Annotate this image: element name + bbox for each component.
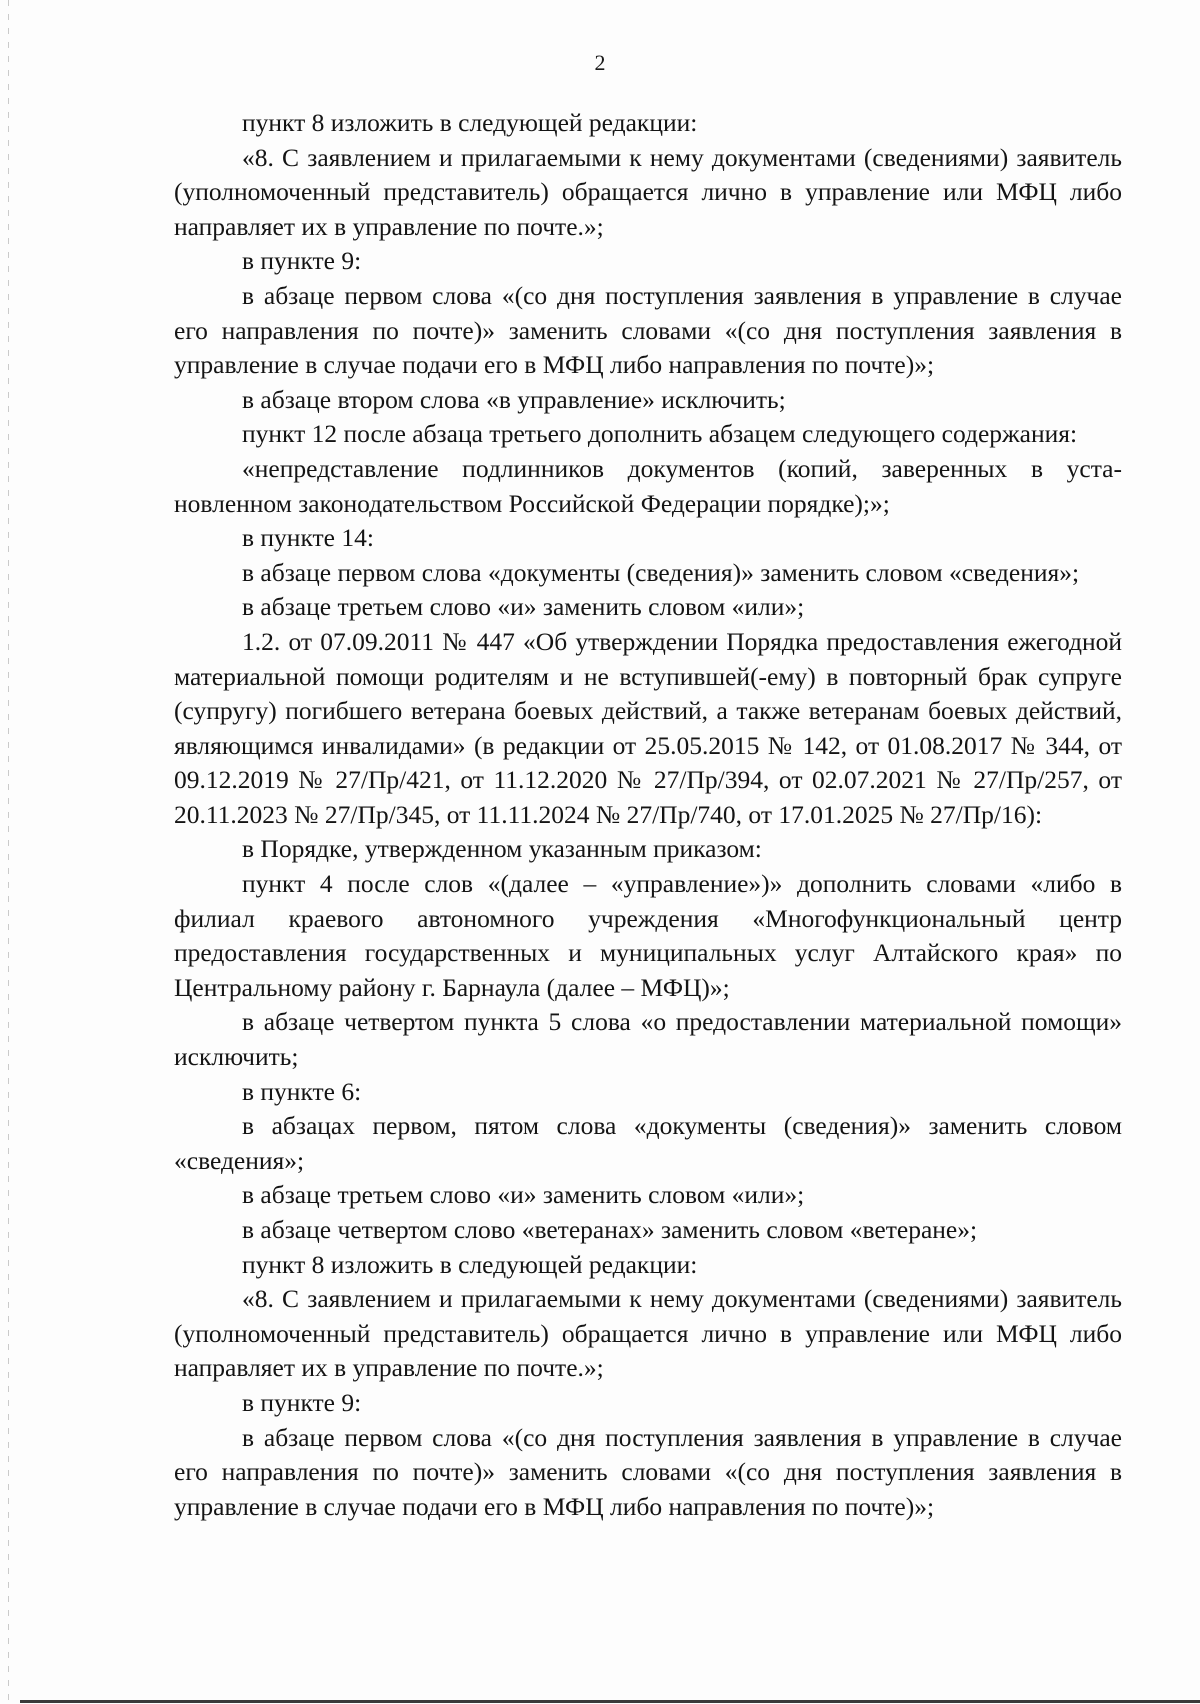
paragraph: в пункте 9: bbox=[242, 246, 362, 276]
document-body bbox=[174, 106, 1122, 1524]
paragraph: «8. С заявлением и прилагаемыми к нему документами (сведениями) заявитель (уполномоченный представитель) обращается лично в управление или МФЦ либо направляет их в управление по почте.»; bbox=[174, 142, 1122, 241]
paragraph: пункт 8 изложить в следующей редакции: bbox=[242, 1249, 698, 1279]
paragraph: в абзаце первом слова «документы (сведения)» заменить словом «сведения»; bbox=[242, 557, 1080, 587]
paragraph: в абзаце третьем слово «и» заменить словом «или»; bbox=[242, 1180, 805, 1210]
paragraph: в пункте 6: bbox=[242, 1076, 362, 1106]
paragraph: пункт 12 после абзаца третьего дополнить абзацем следующего содержания: bbox=[242, 419, 1078, 449]
paragraph: в абзаце первом слова «(со дня поступления заявления в управление в случае его направления по почте)» заменить словами «(со дня поступления заявления в управление в случае подачи его в МФЦ либо направления по почте)»; bbox=[174, 280, 1122, 380]
scan-edge-left bbox=[8, 0, 9, 1704]
paragraph: в абзацах первом, пятом слова «документы (сведения)» заменить словом «сведения»; bbox=[174, 1111, 1122, 1175]
paragraph: в пункте 14: bbox=[242, 523, 374, 553]
page-number: 2 bbox=[594, 50, 606, 75]
paragraph: пункт 4 после слов «(далее – «управление»)» дополнить словами «либо в филиал краевого автономного учреждения «Многофункциональный центр предоставления государственных и муниципальных услуг Алтайского края» по Центральному району г. Барнаула (далее – МФЦ)»; bbox=[174, 869, 1122, 1002]
paragraph: пункт 8 изложить в следующей редакции: bbox=[242, 108, 698, 137]
paragraph: 1.2. от 07.09.2011 № 447 «Об утверждении Порядка предоставления ежегодной материальной помощи родителям и не вступившей(-ему) в повторный брак супруге (супругу) погибшего ветерана боевых действий, а также ветеранам боевых действий, являющимся инвалидами» (в редакции от 25.05.2015 № 142, от 01.08.2017 № 344, от 09.12.2019 № 27/Пр/421, от 11.12.2020 № 27/Пр/394, от 02.07.2021 № 27/Пр/257, от 20.11.2023 № 27/Пр/345, от 11.11.2024 № 27/Пр/740, от 17.01.2025 № 27/Пр/16): bbox=[174, 626, 1122, 829]
paragraph: в абзаце четвертом пункта 5 слова «о предоставлении материальной помощи» исключить; bbox=[174, 1007, 1122, 1072]
paragraph: в абзаце втором слова «в управление» исключить; bbox=[242, 384, 786, 414]
paragraph: в пункте 9: bbox=[242, 1387, 362, 1417]
paragraph: в абзаце третьем слово «и» заменить словом «или»; bbox=[242, 592, 805, 622]
paragraph: в абзаце четвертом слово «ветеранах» заменить словом «ветеране»; bbox=[242, 1215, 978, 1244]
paragraph: в абзаце первом слова «(со дня поступления заявления в управление в случае его направления по почте)» заменить словами «(со дня поступления заявления в управление в случае подачи его в МФЦ либо направления по почте)»; bbox=[174, 1422, 1122, 1521]
paragraph: «непредставление подлинников документов (копий, заверенных в установленном законодательством Российской Федерации порядке);»; bbox=[174, 453, 1122, 518]
paragraph: «8. С заявлением и прилагаемыми к нему документами (сведениями) заявитель (уполномоченный представитель) обращается лично в управление или МФЦ либо направляет их в управление по почте.»; bbox=[174, 1284, 1122, 1383]
scan-edge-bottom bbox=[20, 1700, 1200, 1703]
paragraph: в Порядке, утвержденном указанным приказом: bbox=[242, 834, 762, 864]
